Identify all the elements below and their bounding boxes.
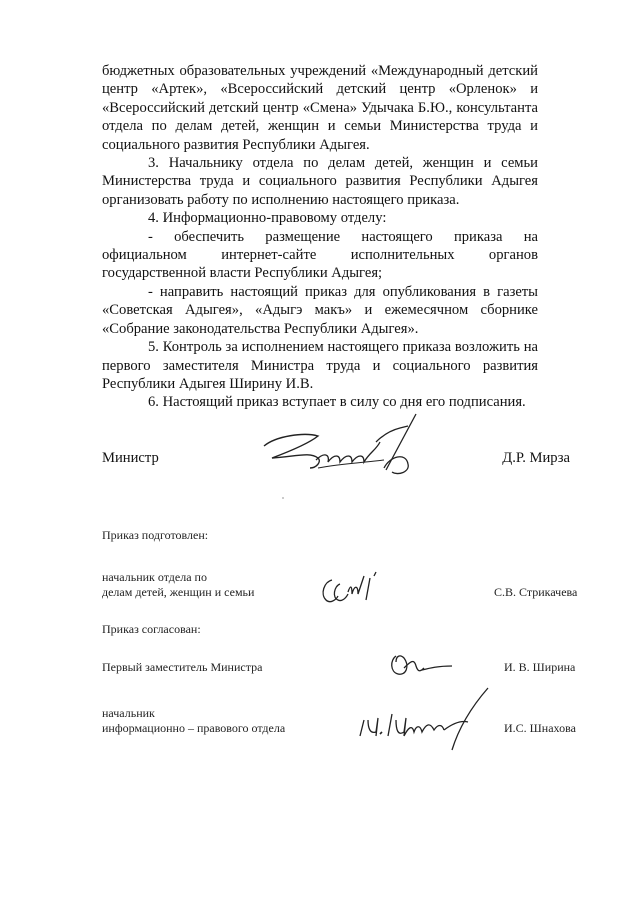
prepared-signature [318,570,388,610]
first-deputy-signature [386,648,456,682]
scan-speck [282,497,284,499]
first-deputy-position: Первый заместитель Министра [102,660,263,674]
paragraph-item-4: 4. Информационно-правовому отделу: [148,210,387,227]
order-body [102,62,538,412]
paragraph-continuation: бюджетных образовательных учреждений «Международный детский центр «Артек», «Всероссийский детский центр «Орленок» и «Всероссийский детский центр «Смена» Удычака Б.Ю., консультанта отдела по делам детей, женщин и семьи Министерства труда и социального развития Республики Адыгея. [102,63,538,153]
prepared-position-line-2: делам детей, женщин и семьи [102,585,255,599]
paragraph-item-3: 3. Начальнику отдела по делам детей, женщин и семьи Министерства труда и социального развития Республики Адыгея организовать работу по исполнению настоящего приказа. [102,155,538,208]
minister-name: Д.Р. Мирза [502,450,570,466]
paragraph-item-4-bullet-2: - направить настоящий приказ для опубликования в газеты «Советская Адыгея», «Адыгэ макъ» и ежемесячном сборнике «Собрание законодательства Республики Адыгея». [102,283,538,337]
info-head-position-line-2: информационно – правового отдела [102,721,286,735]
minister-title: Министр [102,450,159,466]
prepared-name: С.В. Стрикачева [494,585,578,599]
minister-signature [258,412,428,487]
info-head-position-line-1: начальник [102,706,155,720]
prepared-position-line-1: начальник отдела по [102,570,207,584]
info-head-signature [356,684,496,754]
first-deputy-name: И. В. Ширина [504,660,576,674]
agreed-heading: Приказ согласован: [102,622,201,636]
prepared-heading: Приказ подготовлен: [102,528,209,542]
paragraph-item-4-bullet-1: - обеспечить размещение настоящего приказа на официальном интернет-сайте исполнительных органов государственной власти Республики Адыгея; [102,228,538,282]
paragraph-item-6: 6. Настоящий приказ вступает в силу со дня его подписания. [148,394,526,411]
paragraph-item-5: 5. Контроль за исполнением настоящего приказа возложить на первого заместителя Министра труда и социального развития Республики Адыгея Ширину И.В. [102,339,538,392]
info-head-name: И.С. Шнахова [504,721,576,735]
